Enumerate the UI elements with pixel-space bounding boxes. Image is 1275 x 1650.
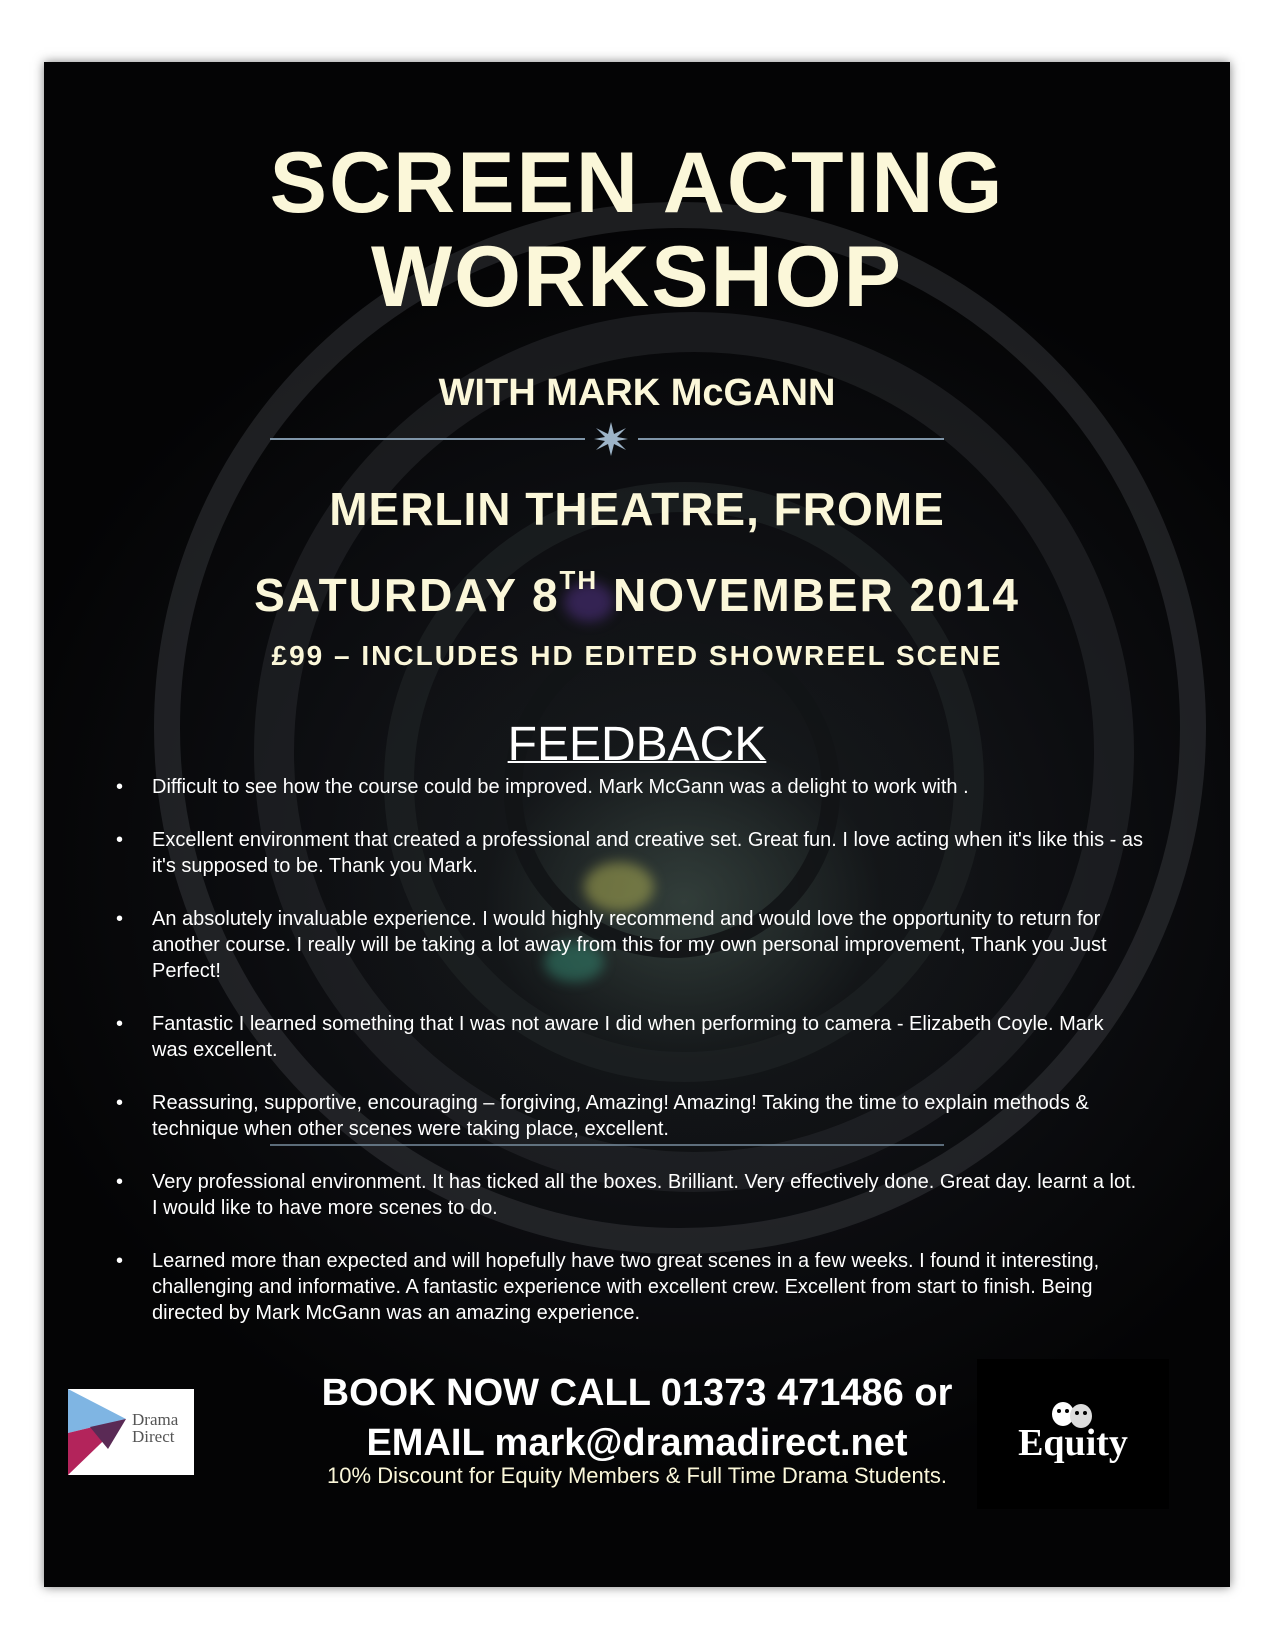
bullet: • xyxy=(116,776,124,798)
feedback-text: Fantastic I learned something that I was not aware I did when performing to camera - Elizabeth Coyle. Mark was excellent. xyxy=(152,1013,1104,1061)
feedback-item xyxy=(114,1011,1144,1063)
drama-direct-line-2: Direct xyxy=(132,1427,175,1446)
feedback-heading: FEEDBACK xyxy=(507,718,767,771)
title-line-1: SCREEN ACTING xyxy=(269,135,1005,231)
starburst-icon xyxy=(594,422,628,456)
equity-wordmark: Equity xyxy=(1018,1422,1128,1464)
bullet: • xyxy=(116,1092,124,1114)
drama-direct-logo xyxy=(68,1389,194,1475)
divider-left xyxy=(270,438,585,440)
date-day: SATURDAY 8 xyxy=(254,569,560,621)
feedback-text: Learned more than expected and will hopefully have two great scenes in a few weeks. I found it interesting, challenging and informative. A fantastic experience with excellent crew. Excellent from start to finish. Being directed by Mark McGann was an amazing experience. xyxy=(152,1250,1100,1324)
bullet: • xyxy=(116,1250,124,1272)
feedback-text: Reassuring, supportive, encouraging – forgiving, Amazing! Amazing! Taking the time to explain methods & technique when other scenes were taking place, excellent. xyxy=(152,1092,1089,1140)
divider-right xyxy=(638,438,944,440)
price: £99 – INCLUDES HD EDITED SHOWREEL SCENE xyxy=(271,640,1003,671)
drama-direct-wordmark xyxy=(132,1411,178,1445)
feedback-item xyxy=(114,774,1144,800)
feedback-text: Excellent environment that created a professional and creative set. Great fun. I love acting when it's like this - as it's supposed to be. Thank you Mark. xyxy=(152,829,1143,877)
feedback-item xyxy=(114,1169,1144,1221)
booking-phone: BOOK NOW CALL 01373 471486 or xyxy=(321,1372,953,1414)
subtitle: WITH MARK McGANN xyxy=(438,372,836,414)
feedback-list xyxy=(114,774,1144,1326)
venue: MERLIN THEATRE, FROME xyxy=(329,483,945,535)
equity-logo xyxy=(977,1359,1169,1509)
feedback-text: An absolutely invaluable experience. I would highly recommend and would love the opportunity to return for another course. I really will be taking a lot away from this for my own personal improvement, Thank you Just Perfect! xyxy=(152,908,1107,982)
discount-note: 10% Discount for Equity Members & Full Time Drama Students. xyxy=(327,1463,947,1488)
bullet: • xyxy=(116,1013,124,1035)
title-line-2: WORKSHOP xyxy=(371,229,903,325)
bullet: • xyxy=(116,829,124,851)
feedback-text: Very professional environment. It has ticked all the boxes. Brilliant. Very effectively done. Great day. learnt a lot. I would like to have more scenes to do. xyxy=(152,1171,1137,1219)
poster xyxy=(44,62,1230,1587)
feedback-item xyxy=(114,906,1144,984)
feedback-item xyxy=(114,1090,1144,1142)
date-suffix: TH xyxy=(559,564,599,595)
drama-direct-logo-mark xyxy=(68,1389,130,1475)
feedback-text: Difficult to see how the course could be improved. Mark McGann was a delight to work with . xyxy=(152,776,969,798)
bullet: • xyxy=(116,908,124,930)
bullet: • xyxy=(116,1171,124,1193)
feedback-item xyxy=(114,827,1144,879)
drama-direct-line-1: Drama xyxy=(132,1410,179,1429)
event-date xyxy=(44,564,1230,622)
feedback-item xyxy=(114,1248,1144,1326)
booking-email: EMAIL mark@dramadirect.net xyxy=(366,1422,908,1464)
date-rest: NOVEMBER 2014 xyxy=(598,569,1020,621)
divider-lower xyxy=(270,1144,944,1146)
